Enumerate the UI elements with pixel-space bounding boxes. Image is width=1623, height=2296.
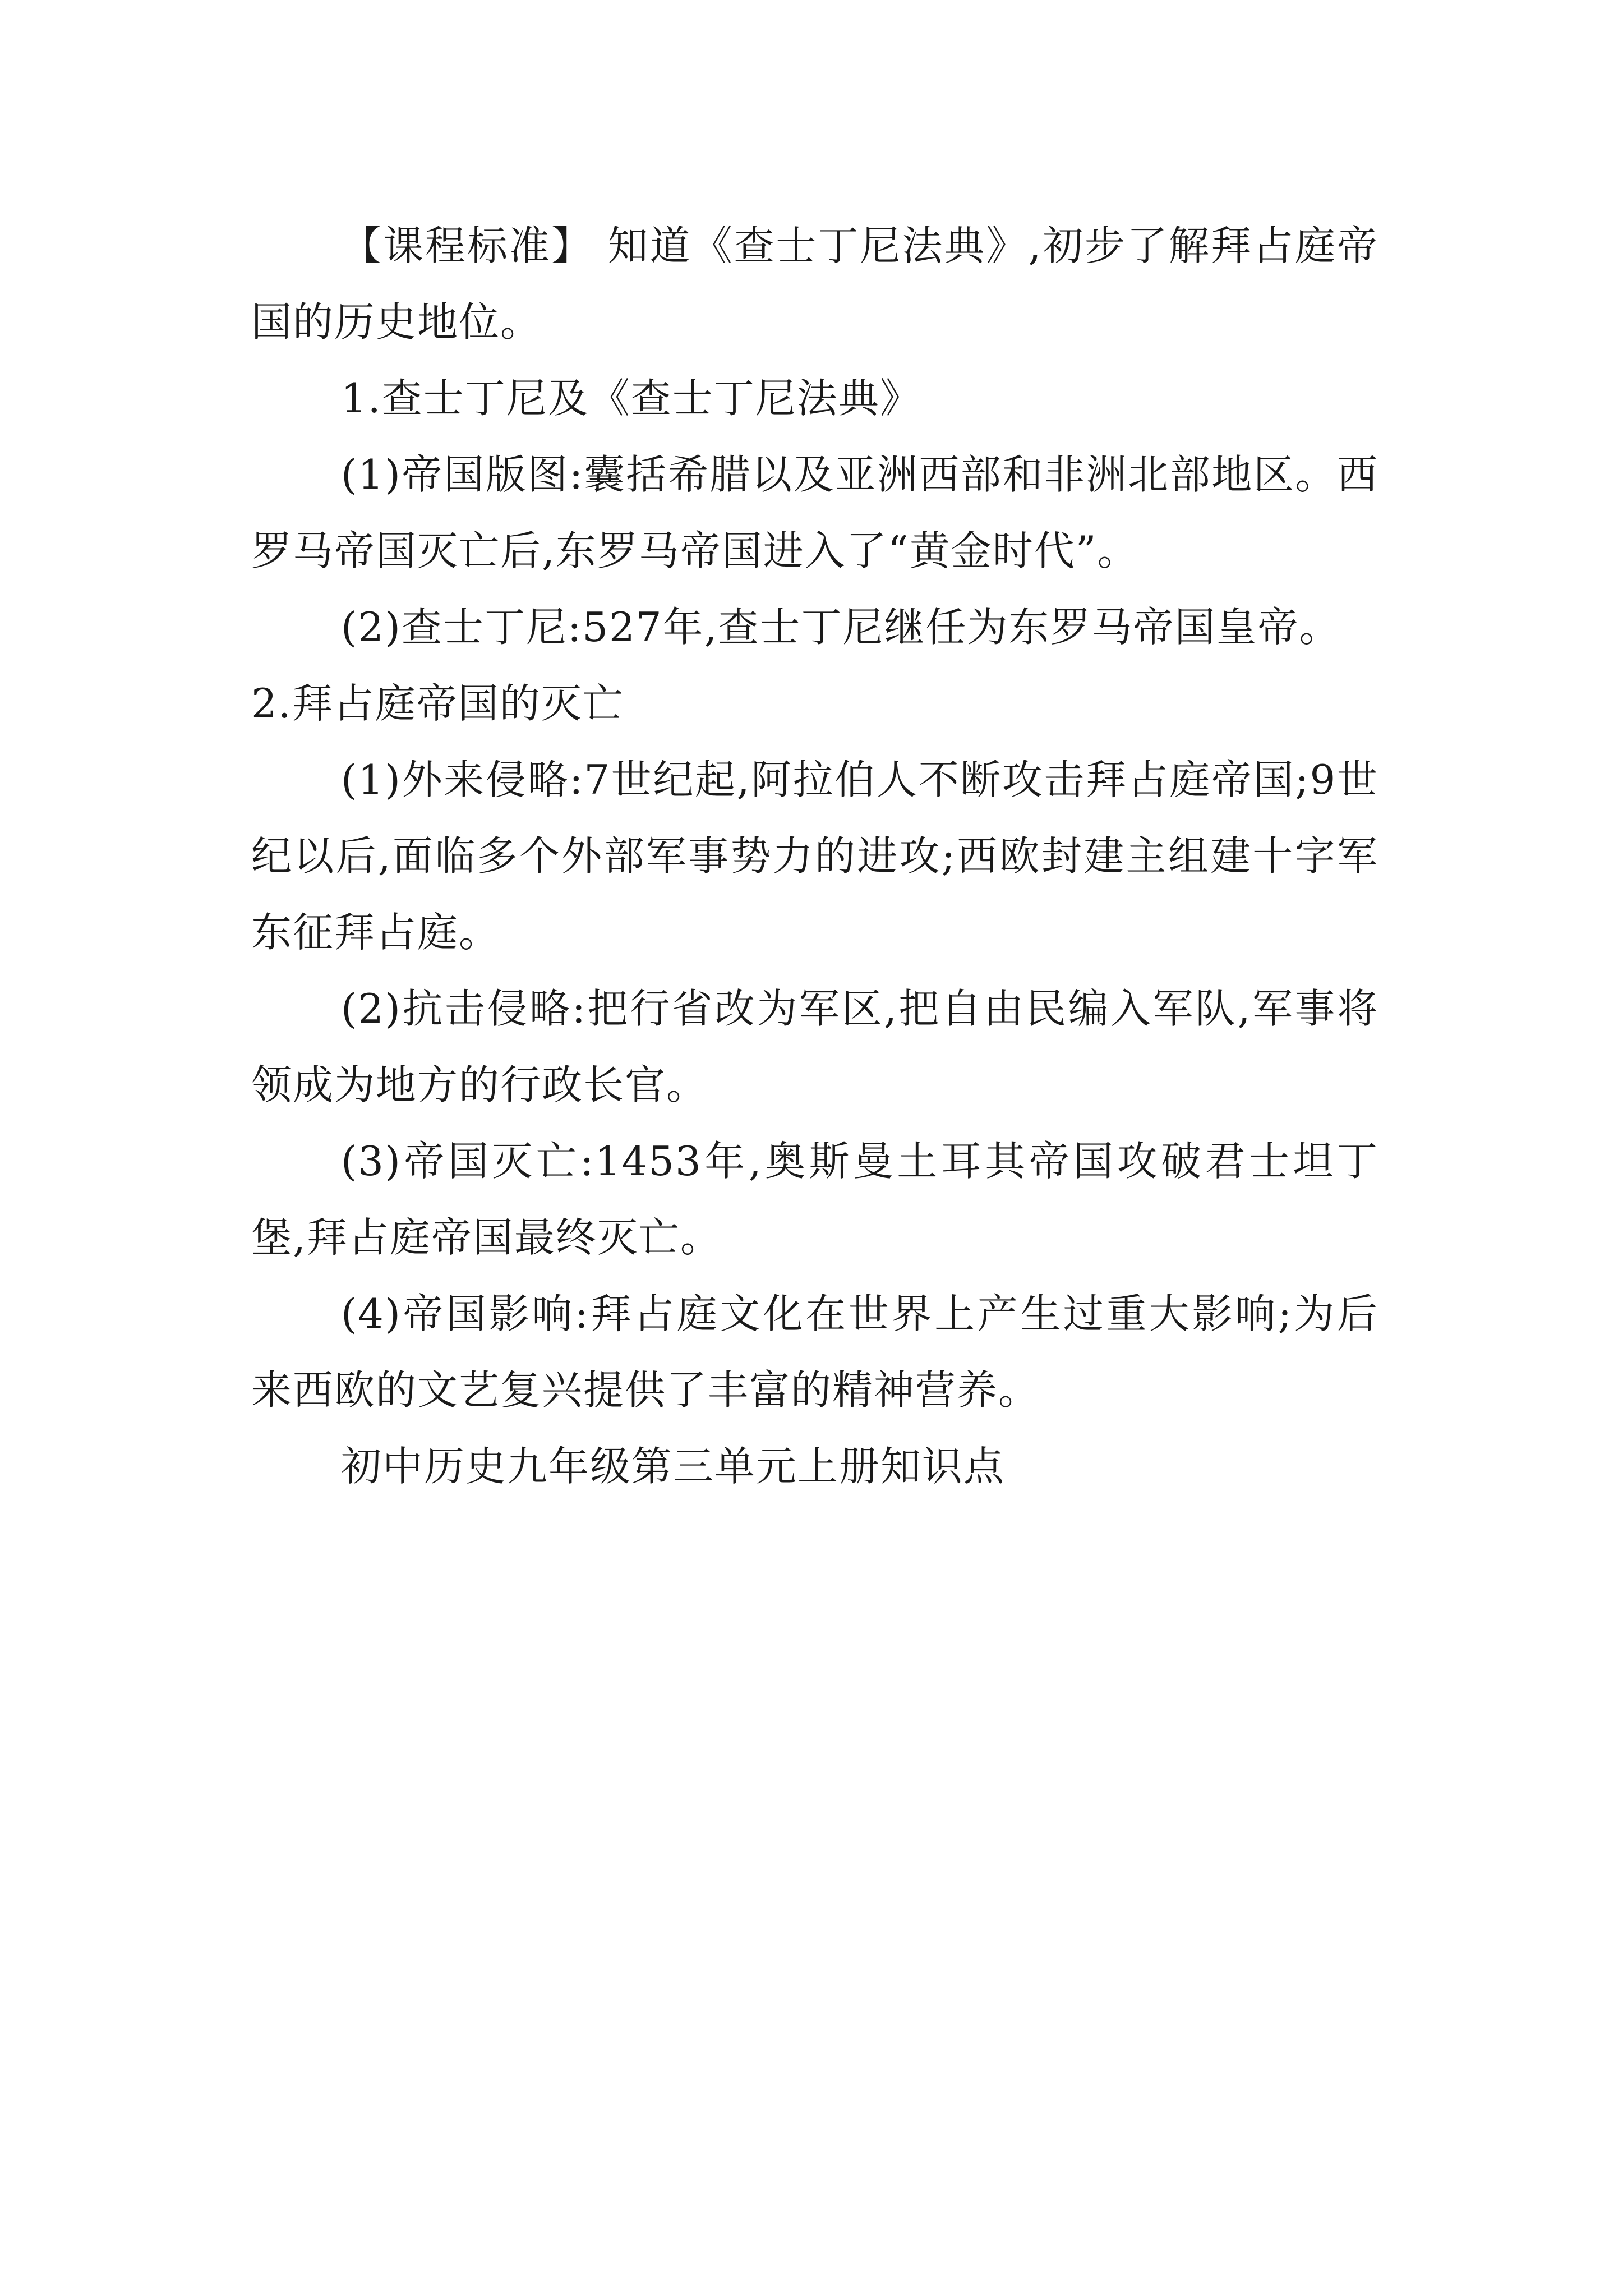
foreign-invasion-paragraph: (1)外来侵略:7世纪起,阿拉伯人不断攻击拜占庭帝国;9世纪以后,面临多个外部军事势力的进攻;西欧封建主组建十字军东征拜占庭。 (251, 756, 1378, 956)
section-heading-byzantine-fall: 2.拜占庭帝国的灭亡 (251, 680, 624, 727)
document-body (251, 208, 1378, 1504)
resist-invasion-paragraph: (2)抗击侵略:把行省改为军区,把自由民编入军队,军事将领成为地方的行政长官。 (251, 985, 1378, 1108)
empire-influence-paragraph: (4)帝国影响:拜占庭文化在世界上产生过重大影响;为后来西欧的文艺复兴提供了丰富的精神营养。 (251, 1290, 1378, 1414)
empire-fall-paragraph: (3)帝国灭亡:1453年,奥斯曼土耳其帝国攻破君士坦丁堡,拜占庭帝国最终灭亡。 (251, 1138, 1378, 1261)
justinian-paragraph: (2)查士丁尼:527年,查士丁尼继任为东罗马帝国皇帝。 (341, 604, 1341, 651)
section-heading-justinian: 1.查士丁尼及《查士丁尼法典》 (341, 375, 921, 422)
empire-territory-paragraph: (1)帝国版图:囊括希腊以及亚洲西部和非洲北部地区。西罗马帝国灭亡后,东罗马帝国进入了“黄金时代”。 (251, 451, 1378, 574)
course-standard-paragraph: 【课程标准】 知道《查士丁尼法典》,初步了解拜占庭帝国的历史地位。 (251, 222, 1378, 346)
footer-title-line: 初中历史九年级第三单元上册知识点 (341, 1443, 1006, 1490)
